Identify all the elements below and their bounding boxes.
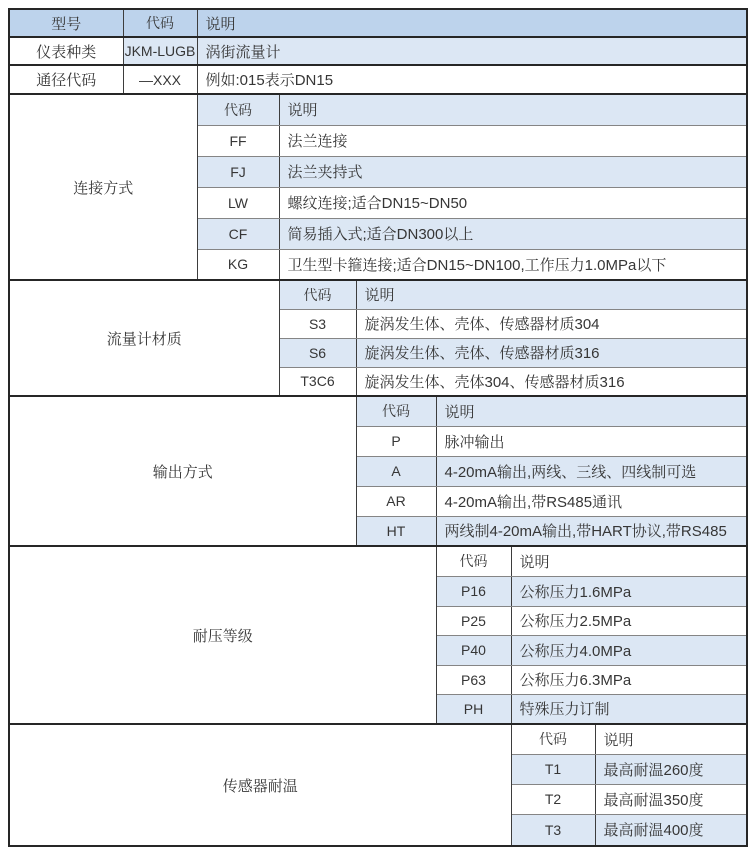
desc-cell: 法兰连接: [279, 125, 747, 156]
row-label-instrument-type: 仪表种类: [9, 37, 123, 65]
header-model: 型号: [9, 9, 123, 37]
code-cell: FF: [197, 125, 279, 156]
code-cell: T2: [511, 784, 595, 814]
code-cell: P63: [436, 665, 511, 694]
desc-cell: 旋涡发生体、壳体、传感器材质304: [356, 309, 747, 338]
model-selection-table: [8, 8, 748, 847]
code-cell: T3C6: [279, 367, 356, 396]
sub-header-code: 代码: [279, 280, 356, 309]
desc-cell: 最高耐温350度: [595, 784, 747, 814]
code-cell: AR: [356, 486, 436, 516]
sub-header-desc: 说明: [436, 396, 747, 426]
sub-header-desc: 说明: [595, 724, 747, 754]
code-cell: T1: [511, 754, 595, 784]
section-label-pressure: 耐压等级: [9, 546, 436, 724]
desc-cell: 公称压力6.3MPa: [511, 665, 747, 694]
desc-cell: 公称压力2.5MPa: [511, 606, 747, 635]
desc-cell: 公称压力1.6MPa: [511, 576, 747, 606]
code-cell: P40: [436, 635, 511, 665]
desc-cell: 两线制4-20mA输出,带HART协议,带RS485: [436, 516, 747, 546]
code-cell: CF: [197, 218, 279, 249]
desc-cell: 例如:015表示DN15: [197, 65, 747, 94]
desc-cell: 旋涡发生体、壳体、传感器材质316: [356, 338, 747, 367]
code-cell: P: [356, 426, 436, 456]
section-label-material: 流量计材质: [9, 280, 279, 396]
sub-header-desc: 说明: [511, 546, 747, 576]
desc-cell: 公称压力4.0MPa: [511, 635, 747, 665]
code-cell: —XXX: [123, 65, 197, 94]
code-cell: HT: [356, 516, 436, 546]
sub-header-code: 代码: [356, 396, 436, 426]
sub-header-code: 代码: [436, 546, 511, 576]
desc-cell: 法兰夹持式: [279, 156, 747, 187]
desc-cell: 旋涡发生体、壳体304、传感器材质316: [356, 367, 747, 396]
desc-cell: 简易插入式;适合DN300以上: [279, 218, 747, 249]
row-label-diameter-code: 通径代码: [9, 65, 123, 94]
desc-cell: 最高耐温260度: [595, 754, 747, 784]
code-cell: S6: [279, 338, 356, 367]
header-desc: 说明: [197, 9, 747, 37]
code-cell: KG: [197, 249, 279, 280]
section-label-output: 输出方式: [9, 396, 356, 546]
desc-cell: 卫生型卡箍连接;适合DN15~DN100,工作压力1.0MPa以下: [279, 249, 747, 280]
code-cell: T3: [511, 814, 595, 846]
code-cell: S3: [279, 309, 356, 338]
section-label-temperature: 传感器耐温: [9, 724, 511, 846]
section-label-connection: 连接方式: [9, 94, 197, 280]
desc-cell: 脉冲输出: [436, 426, 747, 456]
sub-header-desc: 说明: [356, 280, 747, 309]
code-cell: A: [356, 456, 436, 486]
desc-cell: 最高耐温400度: [595, 814, 747, 846]
code-cell: JKM-LUGB: [123, 37, 197, 65]
sub-header-code: 代码: [197, 94, 279, 125]
code-cell: LW: [197, 187, 279, 218]
header-code: 代码: [123, 9, 197, 37]
code-cell: PH: [436, 694, 511, 724]
desc-cell: 4-20mA输出,两线、三线、四线制可选: [436, 456, 747, 486]
code-cell: P25: [436, 606, 511, 635]
code-cell: FJ: [197, 156, 279, 187]
desc-cell: 涡街流量计: [197, 37, 747, 65]
desc-cell: 4-20mA输出,带RS485通讯: [436, 486, 747, 516]
desc-cell: 螺纹连接;适合DN15~DN50: [279, 187, 747, 218]
sub-header-code: 代码: [511, 724, 595, 754]
desc-cell: 特殊压力订制: [511, 694, 747, 724]
sub-header-desc: 说明: [279, 94, 747, 125]
code-cell: P16: [436, 576, 511, 606]
